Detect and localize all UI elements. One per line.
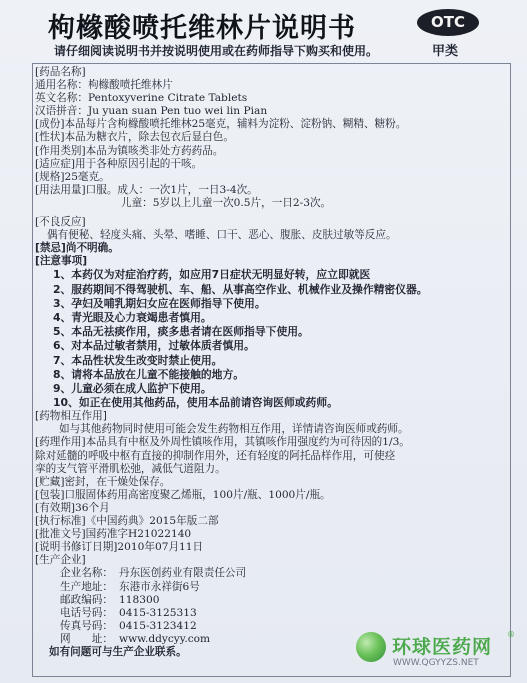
manufacturer-field-value: 东港市永祥街6号 bbox=[119, 580, 200, 593]
precaution-item: 1、本药仅为对症治疗药，如应用7日症状无明显好转，应立即就医 bbox=[53, 268, 371, 282]
character: [性状]本品为糖衣片，除去包衣后显白色。 bbox=[35, 131, 234, 144]
standard: [执行标准]《中国药典》2015年版二部 bbox=[35, 515, 219, 528]
globe-logo-icon bbox=[356, 632, 386, 662]
manufacturer-row bbox=[35, 594, 505, 607]
action-category: [作用类别]本品为镇咳类非处方药药品。 bbox=[35, 144, 224, 157]
manufacturer-field-value: 丹东医创药业有限责任公司 bbox=[119, 567, 247, 580]
manufacturer-field-label: 生产地址： bbox=[60, 580, 113, 593]
precaution-item: 8、请将本品放在儿童不能接触的地方。 bbox=[53, 367, 245, 381]
validity: [有效期]36个月 bbox=[35, 501, 110, 514]
manufacturer-field-label: 网 址： bbox=[60, 632, 113, 645]
generic-name: 通用名称：枸橼酸喷托维林片 bbox=[35, 79, 173, 92]
section-drug-name: [药品名称] bbox=[35, 66, 86, 78]
manufacturer-field-label: 电话号码： bbox=[60, 606, 113, 619]
dosage-child: 儿童：5岁以上儿童一次0.5片，一日2-3次。 bbox=[121, 196, 332, 209]
revision-date: [说明书修订日期]2010年07月11日 bbox=[35, 541, 204, 554]
manufacturer-row bbox=[35, 567, 505, 580]
contact-note: 如有问题可与生产企业联系。 bbox=[49, 645, 187, 658]
section-precautions: [注意事项] bbox=[35, 255, 88, 268]
dosage-adult: [用法用量]口服。成人：一次1片，一日3-4次。 bbox=[35, 183, 258, 196]
precaution-item: 3、孕妇及哺乳期妇女应在医师指导下使用。 bbox=[53, 296, 266, 310]
manufacturer-field-label: 传真号码： bbox=[60, 619, 113, 632]
manufacturer-field-value: 0415-3123412 bbox=[119, 619, 197, 632]
indication: [适应症]用于各种原因引起的干咳。 bbox=[35, 157, 203, 170]
precaution-item: 10、如正在使用其他药品，使用本品前请咨询医师或药师。 bbox=[53, 396, 338, 410]
watermark-name: 环球医药网 bbox=[392, 636, 493, 658]
precaution-item: 2、服药期间不得驾驶机、车、船、从事高空作业、机械作业及操作精密仪器。 bbox=[53, 282, 428, 296]
manufacturer-field-value: 0415-3125313 bbox=[119, 606, 197, 619]
otc-category: 甲类 bbox=[432, 44, 459, 59]
pharmacology-2: 除对延髓的呼吸中枢有直接的抑制作用外，还有轻度的阿托品样作用，可使痉 bbox=[35, 449, 396, 462]
usage-warning: 请仔细阅读说明书并按说明使用或在药师指导下购买和使用。 bbox=[54, 44, 379, 58]
storage: [贮藏]密封，在干燥处保存。 bbox=[35, 475, 171, 488]
interaction-text: 如与其他药物同时使用可能会发生药物相互作用，详情请咨询医师或药师。 bbox=[59, 423, 409, 436]
pinyin-name: 汉语拼音：Ju yuan suan Pen tuo wei lin Pian bbox=[35, 105, 268, 118]
section-interaction: [药物相互作用] bbox=[35, 410, 107, 423]
leaflet-content bbox=[35, 66, 505, 659]
manufacturer-row bbox=[35, 607, 505, 620]
section-adverse: [不良反应] bbox=[35, 216, 86, 229]
manufacturer-field-value: 118300 bbox=[119, 593, 160, 606]
title-row bbox=[0, 6, 527, 44]
package: [包装]口服固体药用高密度聚乙烯瓶，100片/瓶、1000片/瓶。 bbox=[35, 488, 331, 501]
approval-number: [批准文号]国药准字H21022140 bbox=[35, 528, 192, 541]
precaution-list bbox=[35, 268, 505, 410]
pharmacology-3: 挛的支气管平滑肌松弛，减低气道阻力。 bbox=[35, 462, 226, 475]
watermark-url: WWW.QGYYZS.NET bbox=[393, 658, 479, 668]
manufacturer-field-label: 邮政编码： bbox=[60, 593, 113, 606]
manufacturer-field-value: www.ddycyy.com bbox=[119, 632, 211, 645]
manufacturer-row bbox=[35, 581, 505, 594]
otc-badge: OTC bbox=[417, 9, 479, 36]
precaution-item: 7、本品性状发生改变时禁止使用。 bbox=[53, 353, 223, 367]
adverse-reactions: 偶有便秘、轻度头痛、头晕、嗜睡、口干、恶心、腹胀、皮肤过敏等反应。 bbox=[47, 229, 397, 242]
precaution-item: 9、儿童必须在成人监护下使用。 bbox=[53, 381, 212, 395]
manufacturer-field-label: 企业名称： bbox=[60, 567, 113, 580]
site-watermark bbox=[352, 630, 522, 676]
precaution-item: 4、青光眼及心力衰竭患者慎用。 bbox=[53, 310, 212, 324]
specification: [规格]25毫克。 bbox=[35, 170, 110, 183]
english-name: 英文名称：Pentoxyverine Citrate Tablets bbox=[35, 92, 248, 105]
contraindication: [禁忌]尚不明确。 bbox=[35, 242, 119, 255]
pharmacology-1: [药理作用]本品具有中枢及外周性镇咳作用，其镇咳作用强度约为可待因的1/3。 bbox=[35, 436, 410, 449]
precaution-item: 5、本品无祛痰作用，痰多患者请在医师指导下使用。 bbox=[53, 325, 309, 339]
section-manufacturer: [生产企业] bbox=[35, 554, 86, 567]
registered-mark: ® bbox=[507, 630, 515, 639]
precaution-item: 6、对本品过敏者禁用，过敏体质者慎用。 bbox=[53, 339, 255, 353]
document-title: 枸橼酸喷托维林片说明书 bbox=[48, 13, 356, 44]
composition: [成份]本品每片含枸橼酸喷托维林25毫克，辅料为淀粉、淀粉钠、糊精、糖粉。 bbox=[35, 118, 407, 131]
